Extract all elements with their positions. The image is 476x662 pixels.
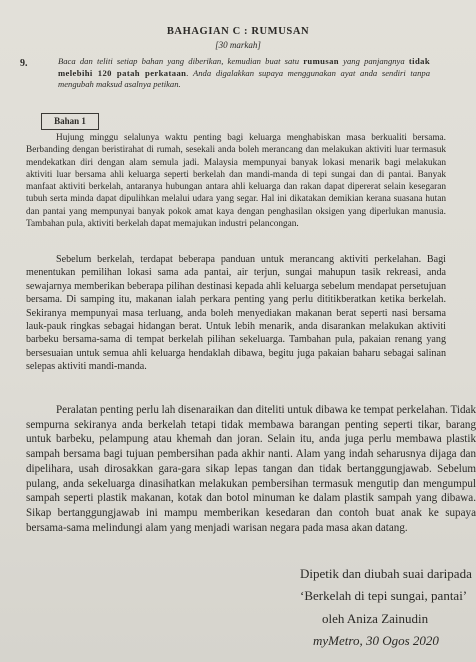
instruction-bold-limit: tidak melebihi 120 patah perkataan (58, 56, 430, 78)
question-instruction (58, 56, 430, 91)
instruction-text: . Anda digalakkan supaya menggunakan ayat anda sendiri tanpa mengubah maksud asalnya petikan. (58, 67, 430, 89)
source-publication: myMetro, 30 Ogos 2020 (313, 633, 439, 648)
passage-paragraph-1 (26, 132, 446, 230)
paragraph-text: Peralatan penting perlu lah disenaraikan dan diteliti untuk dibawa ke tempat perkelahan. Tidak sempurna sekiranya anda berkelah tetapi tidak membawa barangan penting seperti tikar, barang untuk barbeku, pelampung atau khemah dan joran. Selain itu, anda juga perlu membawa plastik sampah bersama bagi tujuan pembersihan pada akhir nanti. Alam yang indah seharusnya dijaga dan dipelihara, usah dirosakkan gara-gara sikap lepas tangan dan tidak bertanggungjawab. Sebelum pulang, anda sekeluarga dinasihatkan melakukan pembersihan termasuk mengutip dan mengumpul sampah seperti plastik makanan, kotak dan botol minuman ke dalam plastik sampah yang dibawa. Sikap bertanggungjawab ini mampu memberikan kesedaran dan contoh buat anak ke supaya bersama-sama melindungi alam yang menjadi warisan negara pada masa akan datang. (26, 404, 476, 534)
passage-paragraph-2 (26, 253, 446, 374)
paragraph-text: Hujung minggu selalunya waktu penting bagi keluarga menghabiskan masa berkualiti bersama. Berbanding dengan beristirahat di rumah, sesekali anda boleh merancang dan melakukan aktiviti luar termasuk mendekatkan diri dengan alam semula jadi. Malaysia mempunyai banyak lokasi menarik bagi melakukan aktiviti luar bersama ahli keluarga seperti berkelah dan mandi-manda di tepi sungai dan di pantai. Banyak manfaat aktiviti berkelah, antaranya hubungan antara ahli keluarga dan rakan dapat dipererat selain kesegaran tubuh serta minda dapat dipulihkan melalui udara yang segar. Hal ini dikatakan demikian kerana suasana hutan dan pantai yang mempunyai banyak pokok amat kaya dengan penghasilan oksigen yang diperlukan manusia. Tambahan pula, aktiviti berkelah dapat memajukan industri pelancongan. (26, 133, 446, 230)
paragraph-text: Sebelum berkelah, terdapat beberapa panduan untuk merancang aktiviti perkelahan. Bagi menentukan pemilihan lokasi sama ada pantai, air terjun, sungai mahupun tasik rekreasi, anda sewajarnya memberikan beberapa pilihan destinasi kepada ahli keluarga sebelum mendapat persetujuan bersama. Di samping itu, makanan ialah perkara penting yang perlu dititikberatkan ketika berkelah. Sekiranya mempunyai masa terluang, anda boleh menyediakan makanan berat seperti nasi bersama lauk-pauk ringkas sebagai hidangan berat. Untuk lebih menarik, anda disarankan melakukan aktiviti barbeku bersama-sama di tempat berkelah pilihan sekeluarga. Tambahan pula, pakaian renang yang bersesuaian untuk semua ahli keluarga hendaklah dibawa, begitu juga pakaian baharu sebagai salinan selepas aktiviti mandi-manda. (26, 254, 446, 373)
source-line-2: ‘Berkelah di tepi sungai, pantai’ (300, 588, 468, 603)
section-title: BAHAGIAN C : RUMUSAN (166, 26, 310, 37)
source-line-1: Dipetik dan diubah suai daripada (300, 566, 472, 581)
passage-paragraph-3 (26, 403, 476, 535)
source-author: oleh Aniza Zainudin (322, 611, 429, 626)
question-number: 9. (20, 58, 28, 69)
material-label: Bahan 1 (41, 113, 99, 130)
instruction-bold-rumusan: rumusan (303, 56, 339, 66)
marks-label: [30 markah] (215, 40, 261, 50)
instruction-text: Baca dan teliti setiap bahan yang diberikan, kemudian buat satu (58, 56, 304, 66)
instruction-text: yang panjangnya (338, 56, 409, 66)
